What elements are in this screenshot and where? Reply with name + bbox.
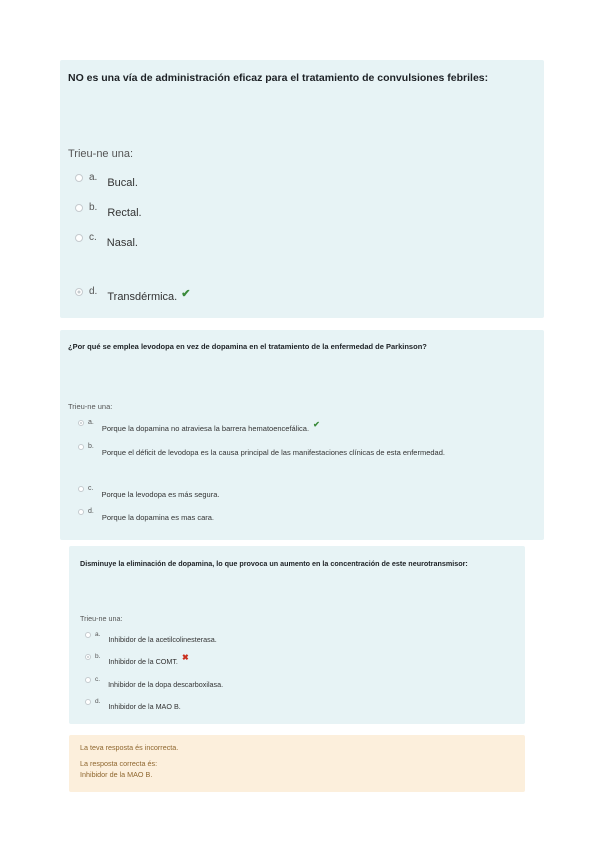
option-letter: b. — [95, 653, 101, 660]
option-d[interactable] — [75, 286, 190, 303]
option-letter: a. — [89, 172, 98, 183]
option-label: Inhibidor de la dopa descarboxilasa. — [108, 680, 224, 689]
option-label: Rectal. — [107, 207, 142, 219]
option-c[interactable] — [85, 676, 223, 689]
radio-button[interactable] — [78, 444, 84, 450]
option-letter: d. — [95, 698, 101, 705]
correct-check-icon: ✔ — [313, 420, 320, 429]
question-text: Disminuye la eliminación de dopamina, lo que provoca un aumento en la concentración de este neurotransmisor: — [80, 559, 468, 568]
option-d[interactable] — [85, 698, 181, 711]
option-label: Porque la dopamina es mas cara. — [101, 513, 214, 522]
option-label: Inhibidor de la acetilcolinesterasa. — [108, 635, 217, 644]
option-letter: d. — [89, 286, 98, 297]
question-text: NO es una vía de administración eficaz para el tratamiento de convulsiones febriles: — [68, 72, 489, 84]
incorrect-cross-icon: ✖ — [181, 653, 189, 662]
radio-button-selected[interactable] — [85, 654, 91, 660]
option-b[interactable] — [85, 653, 189, 666]
answer-prompt: Trieu-ne una: — [68, 148, 134, 160]
radio-button-selected[interactable] — [78, 420, 84, 426]
option-label: Inhibidor de la COMT. — [108, 657, 178, 666]
option-label: Nasal. — [106, 237, 138, 249]
option-letter: b. — [89, 202, 98, 213]
option-label: Porque la levodopa es más segura. — [101, 490, 220, 499]
correct-check-icon: ✔ — [181, 288, 191, 300]
radio-button[interactable] — [75, 204, 83, 212]
radio-button[interactable] — [85, 699, 91, 705]
option-letter: c. — [95, 676, 101, 683]
radio-button[interactable] — [78, 486, 84, 492]
option-c[interactable] — [75, 232, 138, 249]
option-c[interactable] — [78, 485, 219, 499]
question-text: ¿Por qué se emplea levodopa en vez de dopamina en el tratamiento de la enfermedad de Parkinson? — [68, 342, 427, 351]
option-a[interactable] — [75, 172, 138, 189]
option-b[interactable] — [78, 443, 445, 457]
option-label: Transdérmica. — [107, 291, 178, 303]
option-d[interactable] — [78, 508, 214, 522]
option-letter: a. — [95, 631, 101, 638]
option-label: Porque el déficit de levodopa es la causa principal de las manifestaciones clínicas de esta enfermedad. — [101, 448, 445, 457]
answer-prompt: Trieu-ne una: — [80, 614, 123, 623]
option-label: Bucal. — [107, 177, 138, 189]
feedback-correct-intro: La resposta correcta és: — [80, 759, 158, 768]
option-label: Inhibidor de la MAO B. — [108, 702, 181, 711]
option-letter: c. — [88, 485, 94, 492]
feedback-box — [69, 735, 525, 792]
radio-button-selected[interactable] — [75, 288, 83, 296]
radio-button[interactable] — [78, 509, 84, 515]
question-card-3 — [69, 546, 525, 724]
radio-button[interactable] — [85, 677, 91, 683]
question-card-2 — [60, 330, 544, 540]
answer-prompt: Trieu-ne una: — [68, 402, 113, 411]
option-letter: a. — [88, 419, 94, 426]
question-card-1 — [60, 60, 544, 318]
option-letter: b. — [88, 443, 94, 450]
option-a[interactable] — [85, 631, 217, 644]
radio-button[interactable] — [75, 174, 83, 182]
radio-button[interactable] — [75, 234, 83, 242]
option-b[interactable] — [75, 202, 142, 219]
feedback-correct-answer: Inhibidor de la MAO B. — [80, 770, 153, 779]
option-letter: d. — [88, 508, 94, 515]
option-a[interactable] — [78, 419, 320, 433]
option-letter: c. — [89, 232, 97, 243]
radio-button[interactable] — [85, 632, 91, 638]
option-label: Porque la dopamina no atraviesa la barrera hematoencefálica. — [101, 424, 310, 433]
feedback-incorrect-text: La teva resposta és incorrecta. — [80, 743, 179, 752]
